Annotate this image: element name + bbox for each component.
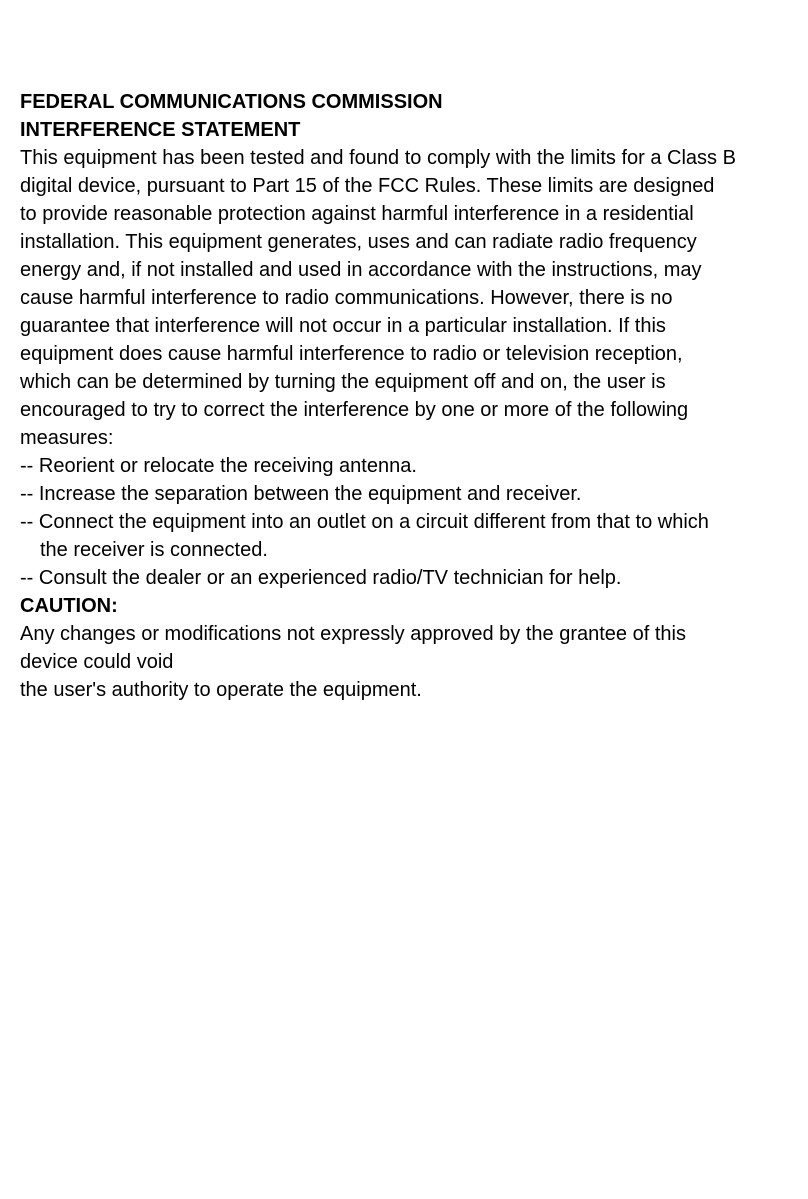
- body-line: cause harmful interference to radio communications. However, there is no: [20, 287, 673, 309]
- measure-item-separation: -- Increase the separation between the equipment and receiver.: [20, 483, 582, 505]
- measure-item-reorient: -- Reorient or relocate the receiving antenna.: [20, 455, 417, 477]
- caution-title: CAUTION:: [20, 595, 118, 617]
- body-line: equipment does cause harmful interference to radio or television reception,: [20, 343, 683, 365]
- body-line: guarantee that interference will not occur in a particular installation. If this: [20, 315, 666, 337]
- caution-line: device could void: [20, 651, 174, 673]
- body-line: encouraged to try to correct the interference by one or more of the following: [20, 399, 689, 421]
- measure-item-consult: -- Consult the dealer or an experienced radio/TV technician for help.: [20, 567, 622, 589]
- body-line: digital device, pursuant to Part 15 of the FCC Rules. These limits are designed: [20, 175, 715, 197]
- body-line: energy and, if not installed and used in accordance with the instructions, may: [20, 259, 702, 281]
- caution-line: Any changes or modifications not expressly approved by the grantee of this: [20, 623, 686, 645]
- body-line: which can be determined by turning the equipment off and on, the user is: [20, 371, 666, 393]
- heading-line-2: INTERFERENCE STATEMENT: [20, 119, 301, 141]
- caution-line: the user's authority to operate the equipment.: [20, 679, 422, 701]
- body-line: installation. This equipment generates, uses and can radiate radio frequency: [20, 231, 697, 253]
- statement-body: [20, 144, 800, 452]
- measures-list: [20, 452, 800, 592]
- body-line: measures:: [20, 427, 114, 449]
- body-line: This equipment has been tested and found to comply with the limits for a Class B: [20, 147, 736, 169]
- fcc-statement-page: [20, 88, 800, 704]
- caution-section: [20, 592, 800, 704]
- body-line: to provide reasonable protection against harmful interference in a residential: [20, 203, 694, 225]
- measure-item-outlet: -- Connect the equipment into an outlet on a circuit different from that to which: [20, 511, 709, 533]
- measure-item-outlet-continued: the receiver is connected.: [40, 539, 268, 561]
- heading-line-1: FEDERAL COMMUNICATIONS COMMISSION: [20, 91, 443, 113]
